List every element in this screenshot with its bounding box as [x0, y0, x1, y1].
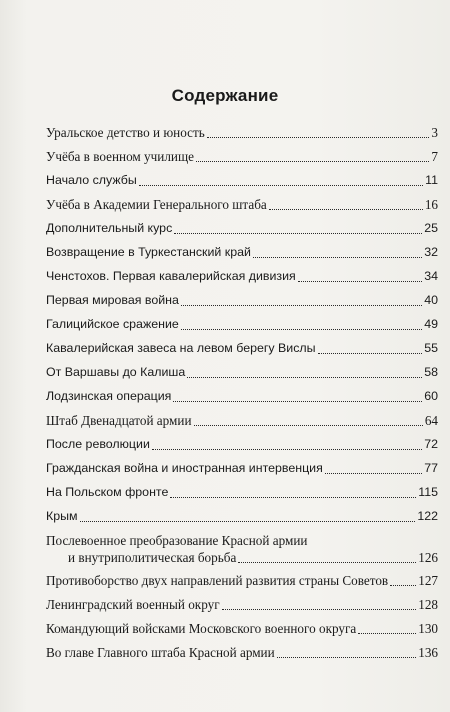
dot-leader — [181, 328, 422, 330]
toc-entry-page: 60 — [424, 389, 438, 403]
toc-entry-page: 130 — [418, 621, 438, 636]
dot-leader — [277, 656, 417, 658]
toc-entry-page: 34 — [424, 269, 438, 283]
dot-leader — [196, 160, 429, 162]
toc-entry-page: 128 — [418, 597, 438, 612]
toc-entry-title: Лодзинская операция — [46, 389, 172, 403]
toc-entry-title: Гражданская война и иностранная интервенция — [46, 461, 323, 475]
toc-entry-page: 122 — [417, 509, 438, 523]
toc-entry-title: Командующий войсками Московского военного округа — [46, 621, 357, 636]
toc-entry-page: 11 — [425, 173, 438, 187]
toc-entry — [46, 292, 438, 309]
toc-entry — [46, 508, 438, 525]
toc-entry-page: 127 — [418, 573, 438, 588]
toc-entry-page: 64 — [424, 413, 438, 428]
dot-leader — [173, 400, 422, 402]
toc-entry — [46, 572, 438, 589]
dot-leader — [174, 232, 422, 234]
dot-leader — [318, 352, 423, 354]
toc-entry-title: Штаб Двенадцатой армии — [46, 413, 192, 428]
toc-entry-title: Дополнительный курс — [46, 221, 173, 235]
dot-leader — [298, 280, 422, 282]
toc-entry — [46, 364, 438, 381]
dot-leader — [390, 584, 416, 586]
dot-leader — [139, 184, 423, 186]
dot-leader — [187, 376, 422, 378]
toc-entry-title: Во главе Главного штаба Красной армии — [46, 645, 275, 660]
toc-entry-page: 77 — [424, 461, 438, 475]
toc-entry-page: 136 — [418, 645, 438, 660]
dot-leader — [269, 208, 423, 210]
toc-entry-page: 25 — [424, 221, 438, 235]
toc-entry-title: Крым — [46, 509, 78, 523]
toc-entry-page: 32 — [424, 245, 438, 259]
toc-entry — [46, 340, 438, 357]
toc-entry-page: 49 — [424, 317, 438, 331]
toc-entry — [46, 596, 438, 613]
toc-entry-title: Ленинградский военный округ — [46, 597, 220, 612]
dot-leader — [194, 424, 423, 426]
toc-entry-title: Возвращение в Туркестанский край — [46, 245, 251, 259]
toc-entry-page: 7 — [431, 149, 438, 164]
toc-entry — [46, 124, 438, 141]
dot-leader — [207, 136, 430, 138]
dot-leader — [80, 520, 416, 522]
toc-entry — [46, 268, 438, 285]
toc-entry-title: Галицийское сражение — [46, 317, 179, 331]
dot-leader — [152, 448, 422, 450]
toc-entry-title: Учёба в Академии Генерального штаба — [46, 197, 267, 212]
toc-entry-title: Ченстохов. Первая кавалерийская дивизия — [46, 269, 296, 283]
dot-leader — [325, 472, 422, 474]
toc-entry-title: Учёба в военном училище — [46, 149, 194, 164]
toc-entry-title: Начало службы — [46, 173, 137, 187]
toc-entry-page: 55 — [424, 341, 438, 355]
toc-entry — [46, 532, 438, 566]
toc-entry-title: Уральское детство и юность — [46, 125, 205, 140]
toc-entry — [46, 484, 438, 501]
toc-entry — [46, 412, 438, 429]
toc-entry — [46, 436, 438, 453]
toc-entry-title: Противоборство двух направлений развития страны Советов — [46, 573, 389, 588]
dot-leader — [181, 304, 422, 306]
toc-entry-title-continuation: и внутриполитическая борьба — [68, 550, 237, 565]
toc-entry — [46, 460, 438, 477]
toc-entry — [46, 220, 438, 237]
toc-entry-title: От Варшавы до Калиша — [46, 365, 186, 379]
toc-entry-page: 16 — [424, 197, 438, 212]
toc-entry-title: На Польском фронте — [46, 485, 169, 499]
toc-entry-title: Кавалерийская завеса на левом берегу Вислы — [46, 341, 316, 355]
toc-entry-page: 40 — [424, 293, 438, 307]
toc-entry — [46, 644, 438, 661]
page-title: Содержание — [171, 86, 279, 105]
toc-entry-page: 3 — [431, 125, 438, 140]
toc-entry-page: 126 — [418, 550, 438, 565]
dot-leader — [358, 632, 416, 634]
dot-leader — [222, 608, 417, 610]
toc-entry — [46, 316, 438, 333]
dot-leader — [170, 496, 416, 498]
dot-leader — [253, 256, 422, 258]
toc-entry-title: Послевоенное преобразование Красной армии — [46, 533, 308, 548]
dot-leader — [238, 561, 416, 563]
toc-entry-page: 72 — [424, 437, 438, 451]
toc-entry-title: Первая мировая война — [46, 293, 179, 307]
toc-entry — [46, 388, 438, 405]
toc-entry-title: После революции — [46, 437, 150, 451]
toc-entry — [46, 620, 438, 637]
toc-entry — [46, 244, 438, 261]
toc-entry — [46, 148, 438, 165]
toc-entry — [46, 172, 438, 189]
toc-entry-page: 115 — [418, 485, 438, 499]
toc-entry-page: 58 — [424, 365, 438, 379]
toc-entry — [46, 196, 438, 213]
